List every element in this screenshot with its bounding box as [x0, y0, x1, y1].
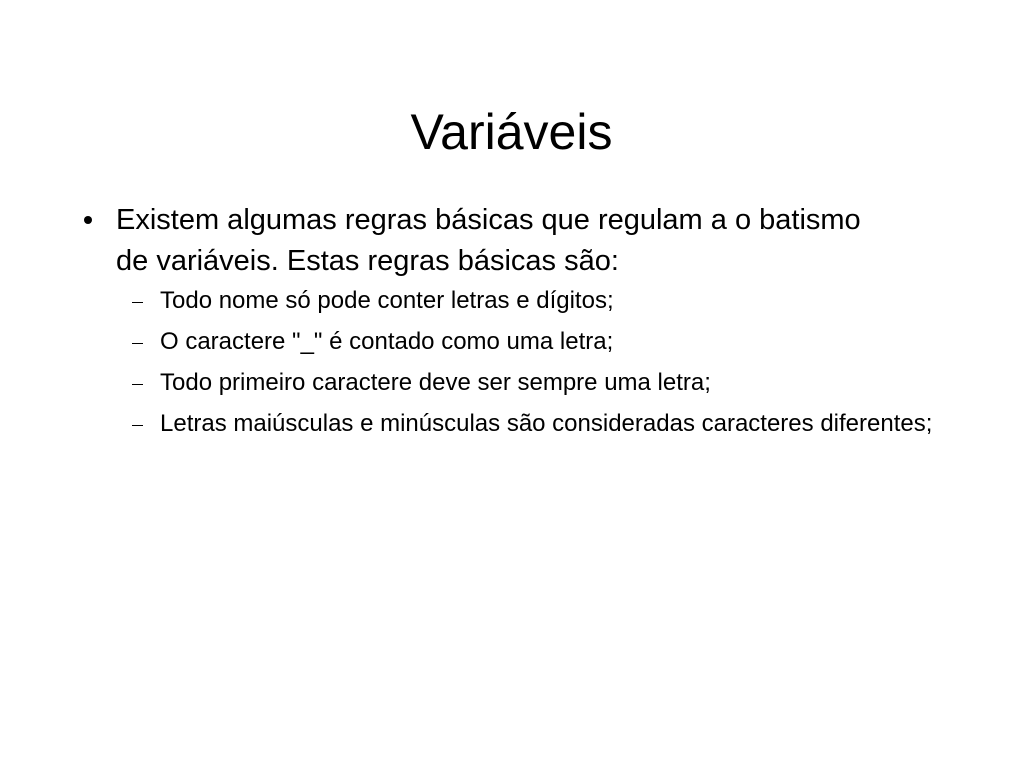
sub-bullet-item — [130, 409, 960, 439]
main-bullet-text: Existem algumas regras básicas que regulam a o batismo de variáveis. Estas regras básicas são: — [116, 204, 861, 277]
sub-bullet-item — [130, 327, 960, 357]
sub-bullet-text: O caractere "_" é contado como uma letra; — [160, 328, 614, 355]
bullet-dot-icon — [84, 216, 92, 224]
sub-bullet-item — [130, 368, 960, 398]
sub-bullet-item — [130, 286, 960, 316]
dash-bullet-icon — [132, 425, 143, 426]
dash-bullet-icon — [132, 384, 143, 385]
slide-title: Variáveis — [410, 104, 613, 160]
sub-bullet-list — [130, 286, 960, 450]
dash-bullet-icon — [132, 343, 143, 344]
dash-bullet-icon — [132, 302, 143, 303]
sub-bullet-text: Todo primeiro caractere deve ser sempre uma letra; — [160, 369, 711, 396]
sub-bullet-text: Todo nome só pode conter letras e dígitos; — [160, 287, 614, 314]
sub-bullet-text: Letras maiúsculas e minúsculas são consideradas caracteres diferentes; — [160, 410, 933, 437]
